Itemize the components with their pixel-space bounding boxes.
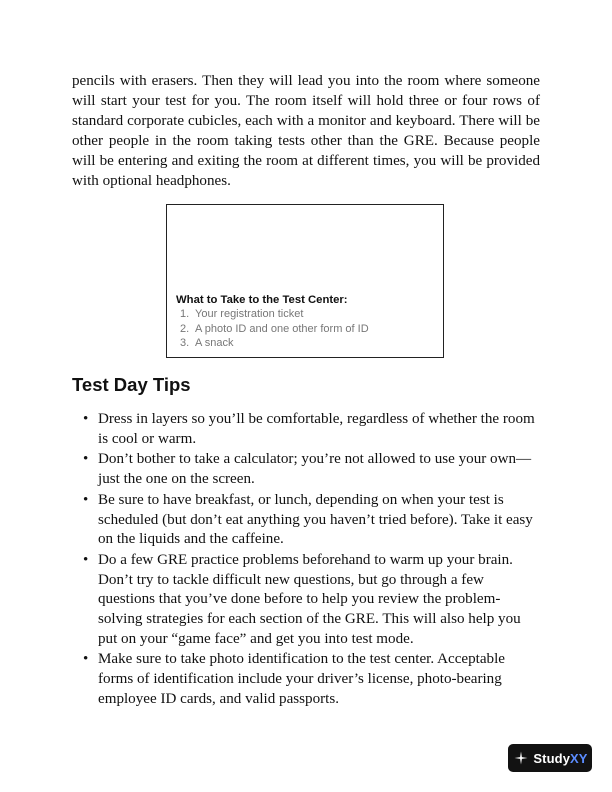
callout-item-number: 1. xyxy=(180,308,190,320)
bullet-icon: • xyxy=(83,411,89,427)
tip-item xyxy=(83,410,542,449)
section-heading: Test Day Tips xyxy=(72,374,191,395)
tip-item xyxy=(83,450,542,489)
brand-name xyxy=(533,751,587,766)
callout-item xyxy=(180,322,369,337)
sparkle-plus-icon xyxy=(514,751,528,765)
tip-text: Don’t bother to take a calculator; you’re not allowed to use your own—just the one on the screen. xyxy=(98,451,532,488)
tip-text: Be sure to have breakfast, or lunch, depending on when your test is scheduled (but don’t eat anything you haven’t tried before). Take it easy on the liquids and the caffeine. xyxy=(98,491,533,548)
tip-item xyxy=(83,650,542,709)
callout-item-text: A snack xyxy=(195,337,234,349)
bullet-icon: • xyxy=(83,551,89,568)
tip-item xyxy=(83,491,542,550)
callout-item-number: 2. xyxy=(180,322,190,335)
tip-item xyxy=(83,551,542,650)
callout-box xyxy=(166,204,444,358)
tip-text: Dress in layers so you’ll be comfortable, regardless of whether the room is cool or warm. xyxy=(98,411,535,447)
callout-title: What to Take to the Test Center: xyxy=(176,294,348,306)
studyxy-badge[interactable] xyxy=(508,744,592,772)
tip-text: Make sure to take photo identification to the test center. Acceptable forms of identification include your driver’s license, photo-bearing employee ID cards, and valid passports. xyxy=(98,651,505,707)
tips-list xyxy=(83,410,542,711)
callout-item-text: A photo ID and one other form of ID xyxy=(195,322,369,335)
brand-name-accent: XY xyxy=(570,750,588,766)
callout-item xyxy=(180,336,369,351)
intro-paragraph: pencils with erasers. Then they will lead you into the room where someone will start your test for you. The room itself will hold three or four rows of standard corporate cubicles, each with a monitor and keyboard. There will be other people in the room taking tests other than the GRE. Because people will be entering and exiting the room at different times, you will be provided with optional headphones. xyxy=(72,73,540,189)
callout-item-number: 3. xyxy=(180,337,190,349)
callout-item xyxy=(180,307,369,322)
tip-text: Do a few GRE practice problems beforehand to warm up your brain. Don’t try to tackle difficult new questions, but go through a few questions that you’ve done before to help you review the problem-solving strategies for each section of the GRE. This will also help you put on your “game face” and get you into test mode. xyxy=(98,551,521,647)
callout-list xyxy=(180,307,369,351)
brand-name-main: Study xyxy=(533,750,571,766)
bullet-icon: • xyxy=(83,451,89,468)
bullet-icon: • xyxy=(83,651,89,668)
callout-item-text: Your registration ticket xyxy=(195,308,304,320)
bullet-icon: • xyxy=(83,491,89,508)
